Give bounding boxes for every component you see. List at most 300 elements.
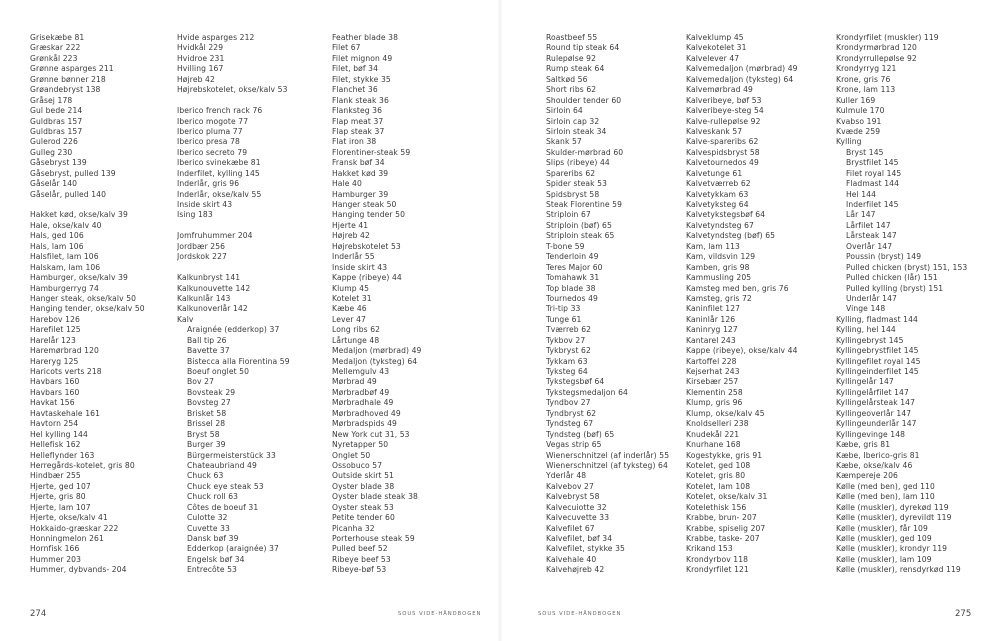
index-entry: Havbars 160	[30, 377, 80, 387]
index-spacer	[177, 96, 327, 106]
index-entry: Kappe (ribeye) 44	[332, 273, 402, 283]
index-entry: Hummer 203	[30, 554, 82, 564]
index-entry: Sirloin steak 34	[546, 126, 607, 136]
index-entry: Vegas strip 65	[546, 440, 602, 450]
index-entry: Harefilet 125	[30, 325, 81, 335]
index-entry: Hvidroe 231	[177, 53, 225, 63]
index-entry: Iberico pluma 77	[177, 126, 243, 136]
index-entry: Kyllingelår 147	[836, 377, 894, 387]
index-entry: Klump, okse/kalv 45	[686, 408, 765, 418]
index-entry: Hanging tender 50	[332, 210, 406, 220]
index-entry: Grønne asparges 211	[30, 64, 114, 74]
index-entry: Striploin 67	[546, 210, 591, 220]
index-entry: Hamburger 39	[332, 189, 389, 199]
index-entry: Kyllingebryst 145	[836, 335, 904, 345]
index-subentry: Engelsk bøf 34	[187, 554, 245, 564]
index-subentry: Bryst 145	[846, 147, 884, 157]
index-entry: Tyndbov 27	[546, 398, 591, 408]
index-entry: Kalvemedaljon (tyksteg) 64	[686, 74, 794, 84]
index-entry: Jordbær 256	[177, 241, 226, 251]
index-entry: Kæbe, gris 81	[836, 440, 891, 450]
index-entry: Flat iron 38	[332, 137, 377, 147]
index-entry: Tyndbryst 62	[546, 408, 597, 418]
index-entry: Slips (ribeye) 44	[546, 158, 610, 168]
index-entry: Tykbryst 62	[546, 346, 591, 356]
index-entry: Krondyrbov 118	[686, 554, 749, 564]
index-column-4	[546, 33, 696, 576]
index-entry: Kalvecuvette 33	[546, 513, 610, 523]
index-entry: Hakket kød, okse/kalv 39	[30, 210, 128, 220]
index-entry: Grøandebryst 138	[30, 85, 101, 95]
index-subentry: Chateaubriand 49	[187, 460, 257, 470]
index-entry: Filet, stykke 35	[332, 74, 391, 84]
index-entry: Flanksteg 36	[332, 106, 383, 116]
index-subentry: Bürgermeisterstück 33	[187, 450, 276, 460]
index-entry: Kalvetykstegsbøf 64	[686, 210, 766, 220]
index-entry: Kalvetværreb 62	[686, 179, 751, 189]
index-entry: Medaljon (mørbrad) 49	[332, 346, 422, 356]
index-entry: Knoldselleri 238	[686, 419, 749, 429]
index-entry: Kaninlår 126	[686, 314, 736, 324]
index-entry: Sirloin cap 32	[546, 116, 600, 126]
index-entry: Kalkunoverlår 142	[177, 304, 248, 314]
index-subentry: Overlår 147	[846, 241, 893, 251]
index-entry: Hjerte, ged 107	[30, 481, 91, 491]
index-entry: Mørbradspids 49	[332, 419, 397, 429]
index-subentry: Inderfilet 145	[846, 200, 899, 209]
index-entry: Rump steak 64	[546, 64, 605, 74]
index-entry: Kalvefilet 67	[546, 523, 595, 533]
index-entry: Kalvetunge 61	[686, 168, 743, 178]
index-subentry: Entrecôte 53	[187, 565, 237, 575]
index-entry: Teres Major 60	[546, 262, 603, 272]
index-entry: Hanger steak, okse/kalv 50	[30, 293, 137, 303]
index-entry: Kylling, hel 144	[836, 325, 896, 335]
index-entry: Kalveklump 45	[686, 33, 744, 42]
index-entry: Iberico presa 78	[177, 137, 240, 147]
index-entry: Kølle (muskler), får 109	[836, 523, 928, 533]
index-entry: Hummer, dybvands- 204	[30, 565, 127, 575]
index-entry: Kvabso 191	[836, 116, 882, 126]
index-entry: Hanging tender, okse/kalv 50	[30, 304, 145, 314]
index-entry: Krabbe, brun- 207	[686, 513, 757, 523]
index-entry: Knurhane 168	[686, 440, 741, 450]
index-entry: Petite tender 60	[332, 513, 395, 523]
index-subentry: Lårfilet 147	[846, 220, 891, 230]
index-entry: Højrebskotelet, okse/kalv 53	[177, 85, 288, 95]
index-subentry: Brissel 28	[187, 419, 226, 429]
index-entry: Kalvefilet, bøf 34	[546, 534, 613, 543]
index-entry: Yderlår 48	[546, 471, 587, 481]
index-entry: Kyllingelårfilet 147	[836, 387, 909, 397]
index-entry: Mørbradbøf 49	[332, 387, 390, 397]
index-entry: Iberico secreto 79	[177, 147, 248, 157]
index-entry: Rulepølse 92	[546, 53, 597, 63]
index-entry: Kuller 169	[836, 95, 876, 105]
index-entry: Honningmelon 261	[30, 534, 104, 543]
index-entry: Nyretapper 50	[332, 440, 389, 450]
index-subentry: Pulled chicken (bryst) 151, 153	[846, 262, 968, 272]
index-entry: Hvidkål 229	[177, 43, 224, 53]
index-entry: Hale 40	[332, 179, 362, 189]
index-entry: Kalkunouvette 142	[177, 283, 251, 293]
index-entry: New York cut 31, 53	[332, 429, 410, 439]
index-entry: Kølle (med ben), ged 110	[836, 481, 935, 491]
index-entry: Mørbrad 49	[332, 377, 377, 387]
index-entry: Gåselår 140	[30, 179, 78, 189]
index-entry: Kyllingeoverlår 147	[836, 408, 912, 418]
index-entry: Fransk bøf 34	[332, 158, 385, 168]
index-entry: Kalvetournedos 49	[686, 158, 759, 168]
index-entry: Long ribs 62	[332, 325, 381, 335]
index-entry: Havbars 160	[30, 387, 80, 397]
index-entry: Kølle (muskler), dyrekød 119	[836, 502, 949, 512]
index-entry: Kæmpereje 206	[836, 471, 898, 481]
index-entry: Tykkam 63	[546, 356, 588, 366]
index-entry: Kamsteg med ben, gris 76	[686, 283, 789, 293]
index-entry: Kyllingeinderfilet 145	[836, 367, 919, 376]
index-entry: Jomfruhummer 204	[177, 231, 253, 241]
index-entry: Sirloin 64	[546, 106, 583, 116]
index-entry: Hjerte, gris 80	[30, 492, 86, 502]
index-subentry: Chuck eye steak 53	[187, 481, 264, 491]
index-entry: Round tip steak 64	[546, 43, 620, 53]
index-entry: Hals, lam 106	[30, 241, 84, 251]
index-subentry: Chuck 63	[187, 471, 224, 481]
index-entry: Krondyrrullepølse 92	[836, 53, 917, 63]
index-entry: Hvide asparges 212	[177, 33, 255, 42]
index-entry: Harebov 126	[30, 314, 80, 324]
index-entry: Kylling, fladmast 144	[836, 314, 918, 324]
index-entry: Inderfilet, kylling 145	[177, 168, 260, 178]
index-entry: Striploin (bøf) 65	[546, 220, 612, 230]
index-subentry: Lårsteak 147	[846, 231, 897, 241]
index-entry: Kalvelever 47	[686, 53, 740, 63]
index-entry: Lårtunge 48	[332, 335, 380, 345]
index-subentry: Hel 144	[846, 189, 877, 199]
index-entry: Hjerte, lam 107	[30, 502, 91, 512]
index-entry: Tri-tip 33	[546, 304, 581, 314]
index-subentry: Cuvette 33	[187, 523, 230, 533]
index-entry: Jordskok 227	[177, 252, 227, 262]
index-entry: Mellemgulv 43	[332, 367, 390, 376]
index-entry: Ribeye-bøf 53	[332, 565, 387, 575]
index-entry: Tykstegsbøf 64	[546, 377, 605, 387]
index-subentry: Underlår 147	[846, 293, 897, 303]
index-column-5	[686, 33, 836, 576]
index-entry: Harelår 123	[30, 335, 76, 345]
index-subentry: Bovsteak 29	[187, 387, 236, 397]
index-entry: Klementin 258	[686, 387, 743, 397]
index-entry: Flank steak 36	[332, 95, 389, 105]
index-entry: Haremørbrad 120	[30, 346, 99, 356]
index-entry: Tunge 61	[546, 314, 582, 324]
index-entry: Iberico french rack 76	[177, 106, 263, 116]
index-entry: Pulled beef 52	[332, 544, 388, 554]
index-entry: Hjerte 41	[332, 220, 369, 230]
index-entry: Kalvebov 27	[546, 481, 594, 491]
index-entry: Gåsebryst 139	[30, 158, 87, 168]
index-entry: Kylling	[836, 137, 862, 147]
index-entry: Kalvemedaljon (mørbrad) 49	[686, 64, 798, 74]
index-entry: Kulmule 170	[836, 106, 885, 116]
index-column-6	[836, 33, 986, 576]
index-spacer	[177, 221, 327, 231]
index-entry: Havtaskehale 161	[30, 408, 100, 418]
index-subentry: Culotte 32	[187, 513, 228, 523]
index-entry: Hokkaido-græskar 222	[30, 523, 119, 533]
index-entry: Tværreb 62	[546, 325, 592, 335]
index-subentry: Poussin (bryst) 149	[846, 252, 922, 262]
index-entry: Kalvetyndsteg 67	[686, 220, 754, 230]
index-subentry: Bryst 58	[187, 429, 220, 439]
index-subentry: Burger 39	[187, 440, 226, 450]
index-entry: Gråsej 178	[30, 95, 73, 105]
index-subentry: Brisket 58	[187, 408, 227, 418]
index-entry: Krondyrfilet 121	[686, 565, 749, 575]
index-column-3	[332, 33, 482, 576]
index-entry: Saltkød 56	[546, 74, 588, 84]
index-entry: Hornfisk 166	[30, 544, 80, 554]
index-subentry: Bistecca alla Fiorentina 59	[187, 356, 290, 366]
index-entry: Inderlår, gris 96	[177, 179, 240, 189]
index-entry: Kvæde 259	[836, 126, 881, 136]
index-entry: Kyllingeunderlår 147	[836, 419, 917, 429]
index-entry: Kølle (med ben), lam 110	[836, 492, 935, 502]
index-entry: Kølle (muskler), krondyr 119	[836, 544, 948, 554]
index-entry: Tenderloin 49	[546, 252, 599, 262]
index-entry: Iberico svinekæbe 81	[177, 158, 261, 168]
index-entry: Gåselår, pulled 140	[30, 189, 107, 199]
index-entry: Kalvekotelet 31	[686, 43, 747, 53]
index-entry: Hvilling 167	[177, 64, 224, 74]
index-entry: Kølle (muskler), lam 109	[836, 554, 932, 564]
index-entry: Mørbradhale 49	[332, 398, 394, 408]
index-entry: Oyster steak 53	[332, 502, 394, 512]
index-entry: Grønkål 223	[30, 53, 78, 63]
index-entry: Tyndsteg (bøf) 65	[546, 429, 615, 439]
index-entry: Kæbe 46	[332, 304, 367, 314]
index-entry: Hareryg 125	[30, 356, 79, 366]
index-entry: Florentiner-steak 59	[332, 147, 411, 157]
index-entry: Tournedos 49	[546, 293, 598, 303]
index-entry: Kantarel 243	[686, 335, 736, 345]
index-entry: Medaljon (tyksteg) 64	[332, 356, 418, 366]
index-subentry: Bov 27	[187, 377, 215, 387]
index-entry: Højrebskotelet 53	[332, 241, 401, 251]
index-subentry: Brystfilet 145	[846, 158, 899, 168]
index-entry: Kaninryg 127	[686, 325, 738, 335]
index-entry: Iberico mogote 77	[177, 116, 249, 126]
index-entry: Hamburger, okse/kalv 39	[30, 273, 128, 283]
index-entry: Roastbeef 55	[546, 33, 598, 42]
index-entry: Kalve-spareribs 62	[686, 137, 759, 147]
index-spacer	[30, 200, 180, 210]
index-entry: Højreb 42	[177, 74, 215, 84]
index-entry: Kalvefilet, stykke 35	[546, 544, 625, 554]
index-entry: Kaninfilet 127	[686, 304, 741, 314]
index-entry: Kyllingelårsteak 147	[836, 398, 916, 408]
index-entry: Striploin steak 65	[546, 231, 615, 241]
index-entry: Inside skirt 43	[332, 262, 388, 272]
index-entry: Inside skirt 43	[177, 200, 233, 209]
index-entry: Tykbov 27	[546, 335, 586, 345]
index-entry: Kalvemørbrad 49	[686, 85, 753, 95]
index-entry: Herregårds-kotelet, gris 80	[30, 460, 135, 470]
index-entry: Haricots verts 218	[30, 367, 102, 376]
index-entry: Flap steak 37	[332, 126, 385, 136]
index-entry: Kotelet, gris 80	[686, 471, 746, 481]
index-entry: Havtorn 254	[30, 419, 79, 429]
index-entry: Tomahawk 31	[546, 273, 600, 283]
index-entry: Grisekæbe 81	[30, 33, 85, 42]
index-entry: Kalvebryst 58	[546, 492, 600, 502]
index-entry: Hals, ged 106	[30, 231, 84, 241]
index-entry: Spidsbryst 58	[546, 189, 600, 199]
left-running-title: SOUS VIDE-HÅNDBOGEN	[398, 611, 482, 617]
index-entry: Kam, lam 113	[686, 241, 740, 251]
index-entry: Kalvetyksteg 64	[686, 200, 749, 209]
index-entry: T-bone 59	[546, 241, 585, 251]
index-entry: Kølle (muskler), rensdyrkød 119	[836, 565, 961, 575]
index-entry: Tyndsteg 67	[546, 419, 594, 429]
index-entry: Filet, bøf 34	[332, 64, 379, 74]
index-entry: Kotelet, okse/kalv 31	[686, 492, 768, 502]
index-entry: Top blade 38	[546, 283, 596, 293]
right-running-title: SOUS VIDE-HÅNDBOGEN	[538, 611, 622, 617]
index-entry: Kammusling 205	[686, 273, 752, 283]
index-entry: Halskam, lam 106	[30, 262, 101, 272]
index-entry: Kalkunlår 143	[177, 293, 231, 303]
right-page-number: 275	[955, 609, 972, 619]
index-entry: Krabbe, taske- 207	[686, 534, 760, 543]
index-entry: Kyllingebrystfilet 145	[836, 346, 919, 356]
index-entry: Guldbras 157	[30, 116, 83, 126]
index-entry: Porterhouse steak 59	[332, 534, 415, 543]
index-entry: Skulder-mørbrad 60	[546, 147, 624, 157]
index-entry: Halsfilet, lam 106	[30, 252, 99, 262]
index-entry: Kalvespidsbryst 58	[686, 147, 760, 157]
index-entry: Kalveskank 57	[686, 126, 743, 136]
index-entry: Flanchet 36	[332, 85, 378, 95]
index-entry: Gåsebryst, pulled 139	[30, 168, 116, 178]
index-entry: Helleflynder 163	[30, 450, 95, 460]
index-entry: Filet 67	[332, 43, 361, 53]
index-entry: Short ribs 62	[546, 85, 597, 95]
index-entry: Kalvehøjreb 42	[546, 565, 605, 575]
index-entry: Skank 57	[546, 137, 582, 147]
index-entry: Hel kylling 144	[30, 429, 88, 439]
index-entry: Flap meat 37	[332, 116, 384, 126]
index-entry: Shoulder tender 60	[546, 95, 622, 105]
index-entry: Hamburgerryg 74	[30, 283, 99, 293]
index-entry: Gulleg 230	[30, 147, 73, 157]
index-entry: Guldbras 157	[30, 126, 83, 136]
index-entry: Gul bede 214	[30, 106, 83, 116]
index-entry: Kyllingefilet royal 145	[836, 356, 921, 366]
index-entry: Klump 45	[332, 283, 369, 293]
index-entry: Kirsebær 257	[686, 377, 739, 387]
index-entry: Wienerschnitzel (af tyksteg) 64	[546, 460, 668, 470]
index-entry: Højreb 42	[332, 231, 370, 241]
index-entry: Ising 183	[177, 210, 213, 220]
index-entry: Kalkunbryst 141	[177, 273, 241, 283]
index-entry: Kamsteg, gris 72	[686, 293, 752, 303]
index-subentry: Edderkop (araignée) 37	[187, 544, 279, 554]
index-entry: Lever 47	[332, 314, 366, 324]
index-entry: Kalveribeye-steg 54	[686, 106, 764, 116]
index-entry: Krikand 153	[686, 544, 733, 554]
index-entry: Kølle (muskler), dyrevildt 119	[836, 513, 952, 523]
index-entry: Mørbradhoved 49	[332, 408, 401, 418]
index-entry: Kam, vildsvin 129	[686, 252, 756, 262]
index-entry: Inderlår 55	[332, 252, 375, 262]
index-subentry: Araignée (edderkop) 37	[187, 325, 280, 335]
index-entry: Krondyrmørbrad 120	[836, 43, 917, 53]
index-column-1	[30, 33, 180, 576]
index-entry: Ossobuco 57	[332, 460, 383, 470]
index-spacer	[177, 263, 327, 273]
index-entry: Hjerte, okse/kalv 41	[30, 513, 108, 523]
index-entry: Kalveribeye, bøf 53	[686, 95, 762, 105]
index-entry: Tykstegsmedaljon 64	[546, 387, 628, 397]
index-entry: Krondyrryg 121	[836, 64, 897, 74]
index-subentry: Côtes de boeuf 31	[187, 502, 259, 512]
index-entry: Krone, lam 113	[836, 85, 896, 95]
index-entry: Græskar 222	[30, 43, 81, 53]
index-subentry: Bovsteg 27	[187, 398, 231, 408]
index-entry: Wienerschnitzel (af inderlår) 55	[546, 450, 670, 460]
index-entry: Kalvetyndsteg (bøf) 65	[686, 231, 776, 241]
index-entry: Grønne bønner 218	[30, 74, 106, 84]
index-column-2	[177, 33, 327, 576]
index-entry: Krabbe, spiselig 207	[686, 523, 766, 533]
index-entry: Kejserhat 243	[686, 367, 740, 376]
index-entry: Kotelet 31	[332, 293, 372, 303]
index-entry: Onglet 50	[332, 450, 371, 460]
index-entry: Tyksteg 64	[546, 367, 588, 376]
index-entry: Kalvecuiotte 32	[546, 502, 607, 512]
index-entry: Knudekål 221	[686, 429, 740, 439]
index-entry: Kalve-rullepølse 92	[686, 116, 761, 126]
index-subentry: Filet royal 145	[846, 168, 902, 178]
index-entry: Hale, okse/kalv 40	[30, 220, 102, 230]
index-entry: Kæbe, okse/kalv 46	[836, 460, 913, 470]
index-entry: Kalvehale 40	[546, 554, 597, 564]
index-entry: Kamben, gris 98	[686, 262, 750, 272]
index-entry: Kæbe, Iberico-gris 81	[836, 450, 920, 460]
index-subentry: Ball tip 26	[187, 335, 227, 345]
index-entry: Filet mignon 49	[332, 53, 393, 63]
index-entry: Hindbær 255	[30, 471, 81, 481]
index-entry: Kogestykke, gris 91	[686, 450, 763, 460]
index-entry: Hanger steak 50	[332, 200, 397, 209]
index-entry: Oyster blade steak 38	[332, 492, 418, 502]
index-entry: Havkat 156	[30, 398, 75, 408]
index-entry: Kotelet, lam 108	[686, 481, 751, 491]
left-page-number: 274	[30, 609, 47, 619]
index-entry: Klump, gris 96	[686, 398, 743, 408]
index-entry: Gulerod 226	[30, 137, 78, 147]
index-subentry: Pulled chicken (lår) 151	[846, 273, 938, 283]
index-subentry: Dansk bøf 39	[187, 534, 239, 543]
index-subentry: Fladmast 144	[846, 179, 900, 189]
index-entry: Kartoffel 228	[686, 356, 737, 366]
index-entry: Kotelethisk 156	[686, 502, 747, 512]
index-subentry: Bavette 37	[187, 346, 230, 356]
index-entry: Spareribs 62	[546, 168, 596, 178]
index-entry: Kalv	[177, 314, 194, 324]
